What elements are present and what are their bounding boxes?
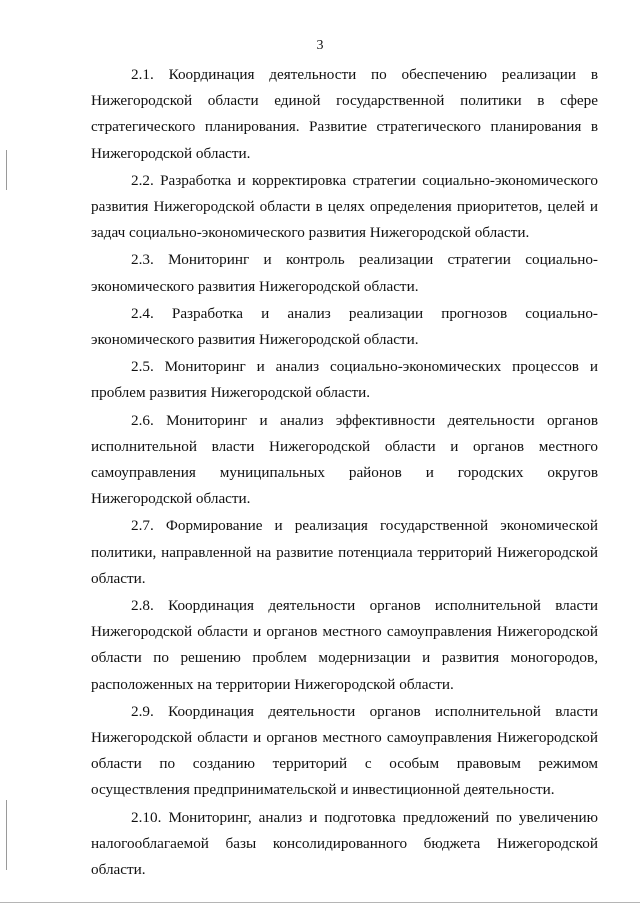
paragraph-2-8: 2.8. Координация деятельности органов исполнительной власти Нижегородской области и органов местного самоуправления Нижегородской области по решению проблем модернизации и развития моногородов, расположенных на территории Нижегородской области.: [91, 597, 598, 693]
paragraph-2-3: 2.3. Мониторинг и контроль реализации стратегии социально-экономического развития Нижегородской области.: [91, 251, 598, 295]
paragraph-2-6: 2.6. Мониторинг и анализ эффективности деятельности органов исполнительной власти Нижегородской области и органов местного самоуправления муниципальных районов и городских округов Нижегородской области.: [91, 411, 598, 508]
paragraph-2-9: 2.9. Координация деятельности органов исполнительной власти Нижегородской области и органов местного самоуправления Нижегородской области по созданию территорий с особым правовым режимом осуществления предпринимательской и инвестиционной деятельности.: [91, 702, 598, 799]
paragraph-2-5: 2.5. Мониторинг и анализ социально-экономических процессов и проблем развития Нижегородской области.: [91, 358, 598, 402]
paragraph-2-1: 2.1. Координация деятельности по обеспечению реализации в Нижегородской области единой государственной политики в сфере стратегического планирования. Развитие стратегического планирования в Нижегородской области.: [91, 66, 598, 162]
document-body: [91, 62, 598, 884]
paragraph-2-4: 2.4. Разработка и анализ реализации прогнозов социально-экономического развития Нижегородской области.: [91, 304, 598, 349]
page-number: 3: [316, 38, 324, 53]
paragraph-2-10: 2.10. Мониторинг, анализ и подготовка предложений по увеличению налогооблагаемой базы консолидированного бюджета Нижегородской области.: [91, 808, 598, 879]
scan-edge-mark: [6, 150, 7, 190]
paragraph-2-2: 2.2. Разработка и корректировка стратегии социально-экономического развития Нижегородской области в целях определения приоритетов, целей и задач социально-экономического развития Нижегородской области.: [91, 171, 598, 242]
scan-edge-mark: [6, 800, 7, 870]
paragraph-2-7: 2.7. Формирование и реализация государственной экономической политики, направленной на развитие потенциала территорий Нижегородской области.: [91, 517, 598, 587]
scan-edge-bottom: [0, 902, 640, 903]
